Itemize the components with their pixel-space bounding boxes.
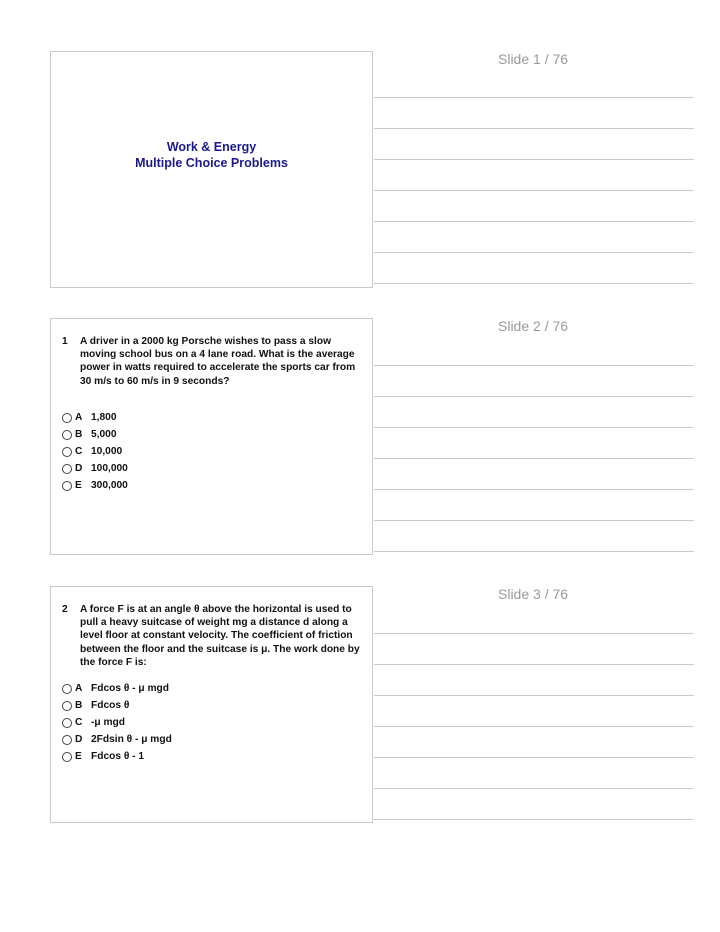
radio-button-icon[interactable]	[62, 752, 72, 762]
choice-letter: E	[75, 751, 82, 762]
choice-a[interactable]	[62, 409, 362, 426]
notes-line	[374, 396, 694, 397]
choice-letter: C	[75, 446, 83, 457]
notes-line	[374, 283, 694, 284]
choice-text: -μ mgd	[91, 717, 125, 728]
notes-line	[374, 159, 694, 160]
notes-line	[374, 489, 694, 490]
notes-line	[374, 365, 694, 366]
choice-e[interactable]	[62, 748, 362, 765]
question-number: 1	[62, 336, 68, 347]
choice-text: 2Fdsin θ - μ mgd	[91, 734, 172, 745]
notes-line	[374, 633, 694, 634]
choice-a[interactable]	[62, 680, 362, 697]
choice-text: Fdcos θ	[91, 700, 130, 711]
question-1	[62, 335, 362, 388]
choice-letter: D	[75, 734, 83, 745]
slide-2-thumbnail	[50, 318, 373, 555]
radio-button-icon[interactable]	[62, 464, 72, 474]
notes-line	[374, 695, 694, 696]
choice-text: 100,000	[91, 463, 128, 474]
choice-text: 10,000	[91, 446, 123, 457]
question-2	[62, 603, 362, 669]
answer-choices	[62, 680, 362, 765]
radio-button-icon[interactable]	[62, 718, 72, 728]
choice-text: Fdcos θ - μ mgd	[91, 683, 169, 694]
slide-3-thumbnail	[50, 586, 373, 823]
choice-letter: B	[75, 429, 83, 440]
notes-line	[374, 520, 694, 521]
radio-button-icon[interactable]	[62, 735, 72, 745]
choice-letter: C	[75, 717, 83, 728]
notes-line	[374, 726, 694, 727]
radio-button-icon[interactable]	[62, 684, 72, 694]
choice-c[interactable]	[62, 443, 362, 460]
notes-line	[374, 819, 694, 820]
choice-text: 5,000	[91, 429, 117, 440]
choice-c[interactable]	[62, 714, 362, 731]
choice-text: 300,000	[91, 480, 128, 491]
slide-2-number: Slide 2 / 76	[498, 318, 569, 334]
notes-line	[374, 458, 694, 459]
title-line-1: Work & Energy	[166, 140, 257, 154]
choice-letter: B	[75, 700, 83, 711]
choice-text: Fdcos θ - 1	[91, 751, 145, 762]
radio-button-icon[interactable]	[62, 481, 72, 491]
slide-3-number: Slide 3 / 76	[498, 586, 569, 602]
question-text: A driver in a 2000 kg Porsche wishes to pass a slow moving school bus on a 4 lane road. What is the average power in watts required to accelerate the sports car from 30 m/s to 60 m/s in 9 seconds?	[80, 336, 356, 387]
radio-button-icon[interactable]	[62, 430, 72, 440]
radio-button-icon[interactable]	[62, 413, 72, 423]
notes-line	[374, 221, 694, 222]
notes-line	[374, 664, 694, 665]
notes-line	[374, 97, 694, 98]
notes-line	[374, 551, 694, 552]
slide-1-number: Slide 1 / 76	[498, 51, 569, 67]
notes-line	[374, 427, 694, 428]
notes-line	[374, 757, 694, 758]
title-line-2: Multiple Choice Problems	[135, 156, 288, 170]
choice-letter: A	[75, 683, 83, 694]
slide-1-title	[51, 139, 372, 171]
question-number: 2	[62, 604, 68, 615]
answer-choices	[62, 409, 362, 494]
choice-letter: D	[75, 463, 83, 474]
notes-line	[374, 128, 694, 129]
notes-line	[374, 252, 694, 253]
notes-line	[374, 190, 694, 191]
notes-line	[374, 788, 694, 789]
slide-1-thumbnail	[50, 51, 373, 288]
question-text: A force F is at an angle θ above the horizontal is used to pull a heavy suitcase of weight mg a distance d along a level floor at constant velocity. The coefficient of friction between the floor and the suitcase is μ. The work done by the force F is:	[80, 604, 360, 668]
choice-b[interactable]	[62, 697, 362, 714]
radio-button-icon[interactable]	[62, 447, 72, 457]
choice-text: 1,800	[91, 412, 117, 423]
choice-letter: A	[75, 412, 83, 423]
radio-button-icon[interactable]	[62, 701, 72, 711]
choice-d[interactable]	[62, 731, 362, 748]
choice-e[interactable]	[62, 477, 362, 494]
choice-d[interactable]	[62, 460, 362, 477]
choice-b[interactable]	[62, 426, 362, 443]
choice-letter: E	[75, 480, 82, 491]
